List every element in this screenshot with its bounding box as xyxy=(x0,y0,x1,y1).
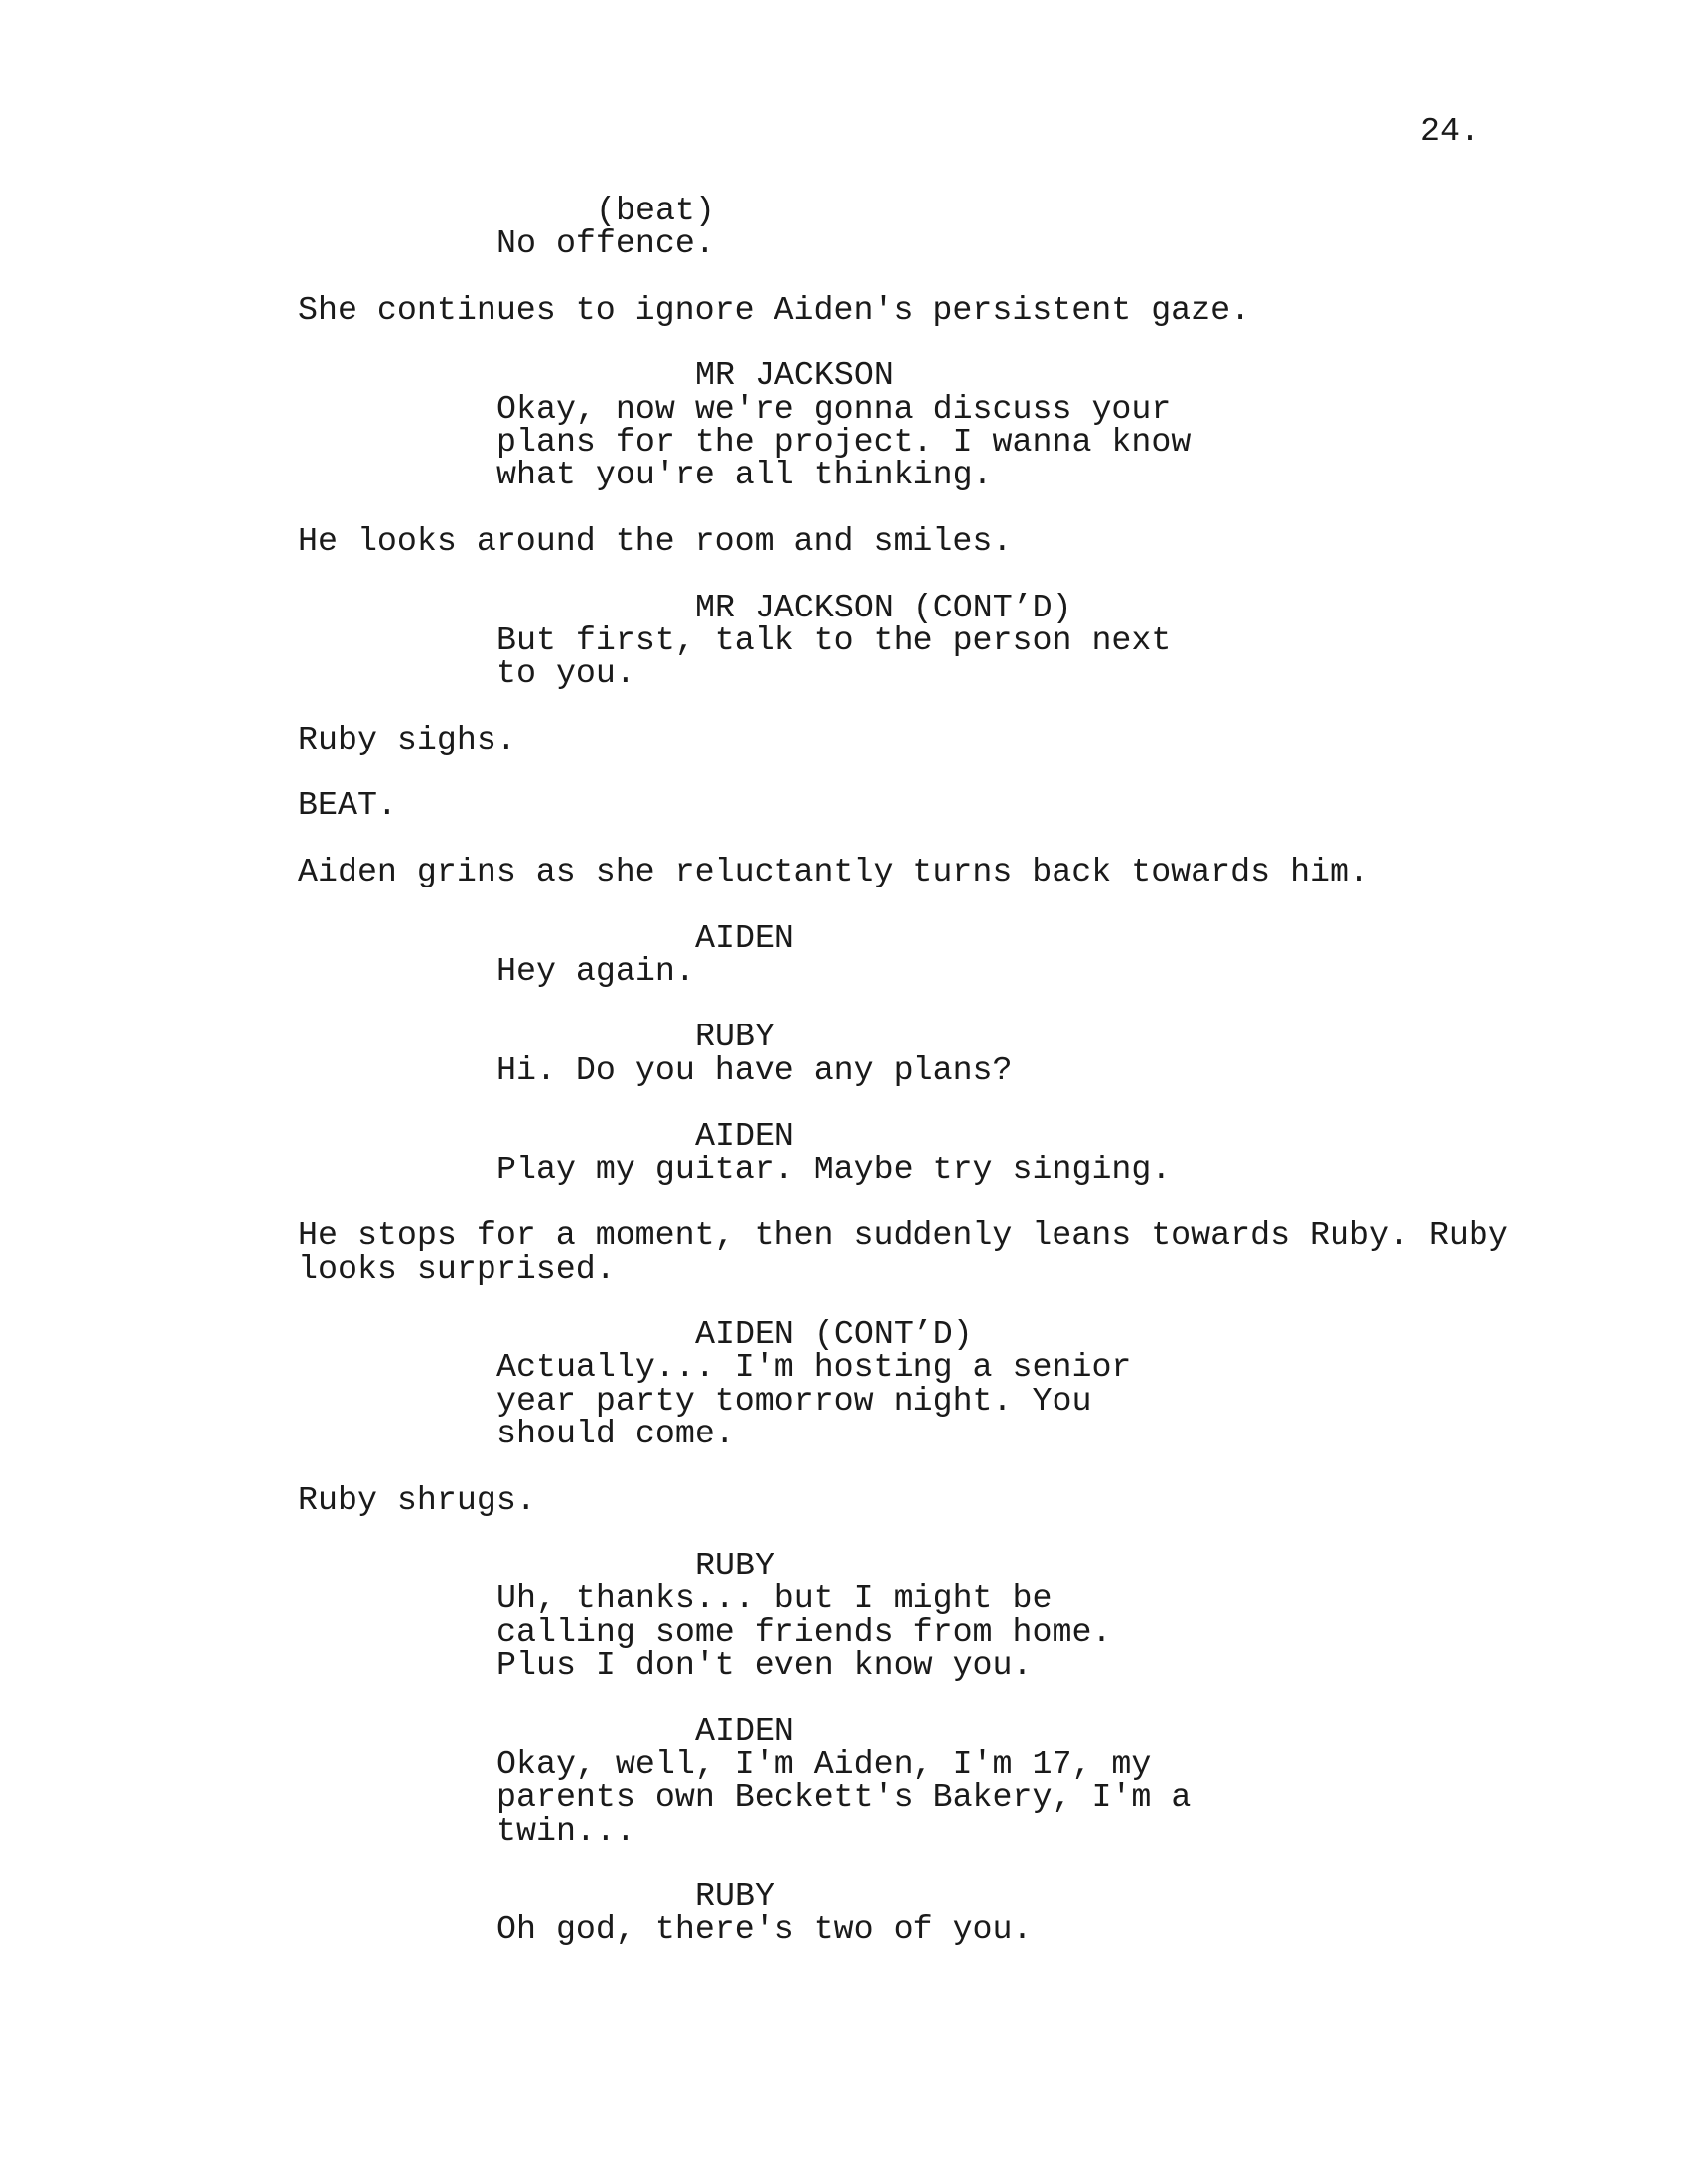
character-name: AIDEN (CONT’D) xyxy=(695,1315,973,1354)
dialogue-block xyxy=(0,1547,1688,1685)
screenplay-body xyxy=(0,192,1688,1949)
dialogue-block xyxy=(0,192,1688,263)
dialogue-block xyxy=(0,1877,1688,1949)
action-line: He looks around the room and smiles. xyxy=(298,521,1013,560)
dialogue-line: Play my guitar. Maybe try singing. xyxy=(496,1150,1172,1188)
dialogue-line: parents own Beckett's Bakery, I'm a xyxy=(496,1778,1192,1817)
dialogue-line: Actually... I'm hosting a senior xyxy=(496,1348,1132,1387)
action-block xyxy=(0,852,1688,890)
dialogue-line: Okay, now we're gonna discuss your xyxy=(496,389,1172,428)
action-block xyxy=(0,720,1688,758)
dialogue-block xyxy=(0,356,1688,494)
dialogue-line: calling some friends from home. xyxy=(496,1612,1112,1651)
dialogue-line: should come. xyxy=(496,1414,735,1452)
dialogue-line: what you're all thinking. xyxy=(496,456,993,494)
dialogue-line: But first, talk to the person next xyxy=(496,620,1172,659)
action-line: Ruby sighs. xyxy=(298,720,516,758)
dialogue-line: Plus I don't even know you. xyxy=(496,1646,1033,1685)
dialogue-line: Hi. Do you have any plans? xyxy=(496,1050,1013,1089)
dialogue-line: plans for the project. I wanna know xyxy=(496,423,1192,462)
dialogue-block xyxy=(0,588,1688,693)
action-block xyxy=(0,786,1688,825)
dialogue-line: Hey again. xyxy=(496,951,695,990)
character-name: MR JACKSON (CONT’D) xyxy=(695,588,1072,626)
action-block xyxy=(0,1480,1688,1519)
parenthetical: (beat) xyxy=(596,192,715,229)
dialogue-line: year party tomorrow night. You xyxy=(496,1381,1092,1420)
action-block xyxy=(0,1216,1688,1288)
dialogue-block xyxy=(0,1315,1688,1452)
action-line: Aiden grins as she reluctantly turns back towards him. xyxy=(298,852,1369,890)
character-name: MR JACKSON xyxy=(695,356,894,395)
action-block xyxy=(0,290,1688,329)
action-line: looks surprised. xyxy=(298,1249,616,1288)
dialogue-line: No offence. xyxy=(496,224,715,263)
dialogue-line: to you. xyxy=(496,654,635,693)
dialogue-block xyxy=(0,918,1688,990)
action-line: BEAT. xyxy=(298,786,397,825)
action-line: He stops for a moment, then suddenly leans towards Ruby. Ruby xyxy=(298,1216,1508,1255)
dialogue-line: Okay, well, I'm Aiden, I'm 17, my xyxy=(496,1744,1152,1783)
character-name: RUBY xyxy=(695,1877,774,1916)
dialogue-block xyxy=(0,1711,1688,1849)
dialogue-line: Oh god, there's two of you. xyxy=(496,1910,1033,1949)
character-name: RUBY xyxy=(695,1018,774,1056)
character-name: AIDEN xyxy=(695,1711,794,1750)
dialogue-block xyxy=(0,1117,1688,1188)
dialogue-block xyxy=(0,1018,1688,1089)
character-name: AIDEN xyxy=(695,918,794,957)
action-block xyxy=(0,521,1688,560)
character-name: AIDEN xyxy=(695,1117,794,1156)
dialogue-line: Uh, thanks... but I might be xyxy=(496,1579,1053,1618)
character-name: RUBY xyxy=(695,1547,774,1585)
dialogue-line: twin... xyxy=(496,1811,635,1849)
action-line: Ruby shrugs. xyxy=(298,1480,536,1519)
action-line: She continues to ignore Aiden's persistent gaze. xyxy=(298,290,1251,329)
page-number: 24. xyxy=(1420,112,1479,150)
